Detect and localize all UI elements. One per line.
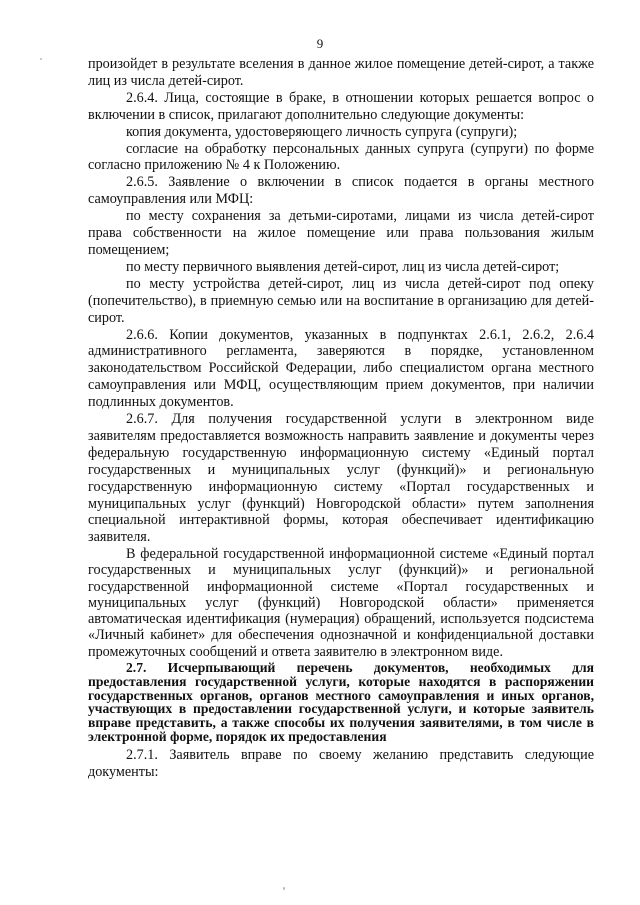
section-heading-2-7: 2.7. Исчерпывающий перечень документов, необходимых для предоставления государственной услуги, которые находятся в распоряжении государственных органов, органов местного самоуправления и иных органов, участвующих в предоставлении государственной услуги, и которые заявитель вправе представить, а также способы их получения заявителями, в том числе в электронной форме, порядок их предоставления [88,659,594,745]
scan-artifact-left [40,58,42,60]
paragraph-information-systems: В федеральной государственной информационной системе «Единый портал государственных и муниципальных услуг (функций)» и региональной государственной информационной системе «Портал государственных и муниципальных услуг (функций) Новгородской области» применяется автоматическая идентификация (нумерация) обращений, используется подсистема «Личный кабинет» для обеспечения однозначной и конфиденциальной доставки промежуточных сообщений и ответа заявителю в электронном виде. [88,546,594,660]
scan-artifact-bottom [283,887,285,890]
paragraph-2-7-1: 2.7.1. Заявитель вправе по своему желанию представить следующие документы: [88,747,594,781]
list-item-place-of-placement: по месту устройства детей-сирот, лиц из числа детей-сирот под опеку (попечительство), в приемную семью или на воспитание в организацию для детей-сирот. [88,275,594,326]
document-body [88,56,594,781]
paragraph-2-6-5: 2.6.5. Заявление о включении в список подается в органы местного самоуправления или МФЦ: [88,174,594,208]
list-item-place-of-detection: по месту первичного выявления детей-сирот, лиц из числа детей-сирот; [126,258,560,275]
list-item-place-of-ownership: по месту сохранения за детьми-сиротами, лицами из числа детей-сирот права собственности на жилое помещение или права пользования жилым помещением; [88,208,594,258]
paragraph-2-6-6: 2.6.6. Копии документов, указанных в подпунктах 2.6.1, 2.6.2, 2.6.4 административного регламента, заверяются в порядке, установленном законодательством Российской Федерации, либо специалистом органа местного самоуправления или МФЦ, осуществляющим прием документов, при наличии подлинных документов. [88,326,594,411]
page-number: 9 [316,36,324,51]
paragraph-2-6-4: 2.6.4. Лица, состоящие в браке, в отношении которых решается вопрос о включении в список, прилагают дополнительно следующие документы: [88,89,594,123]
list-item-spouse-consent: согласие на обработку персональных данных супруга (супруги) по форме согласно приложению № 4 к Положению. [88,140,594,174]
paragraph-2-6-7: 2.6.7. Для получения государственной услуги в электронном виде заявителям предоставляется возможность направить заявление и документы через федеральную государственную информационную систему «Единый портал государственных и муниципальных услуг (функций)» и региональную государственную информационную систему «Портал государственных и муниципальных услуг (функций) Новгородской области» путем заполнения специальной интерактивной формы, которая обеспечивает идентификацию заявителя. [88,411,594,546]
paragraph-continuation: произойдет в результате вселения в данное жилое помещение детей-сирот, а также лиц из числа детей-сирот. [88,56,594,89]
list-item-spouse-id-copy: копия документа, удостоверяющего личность супруга (супруги); [126,123,518,140]
